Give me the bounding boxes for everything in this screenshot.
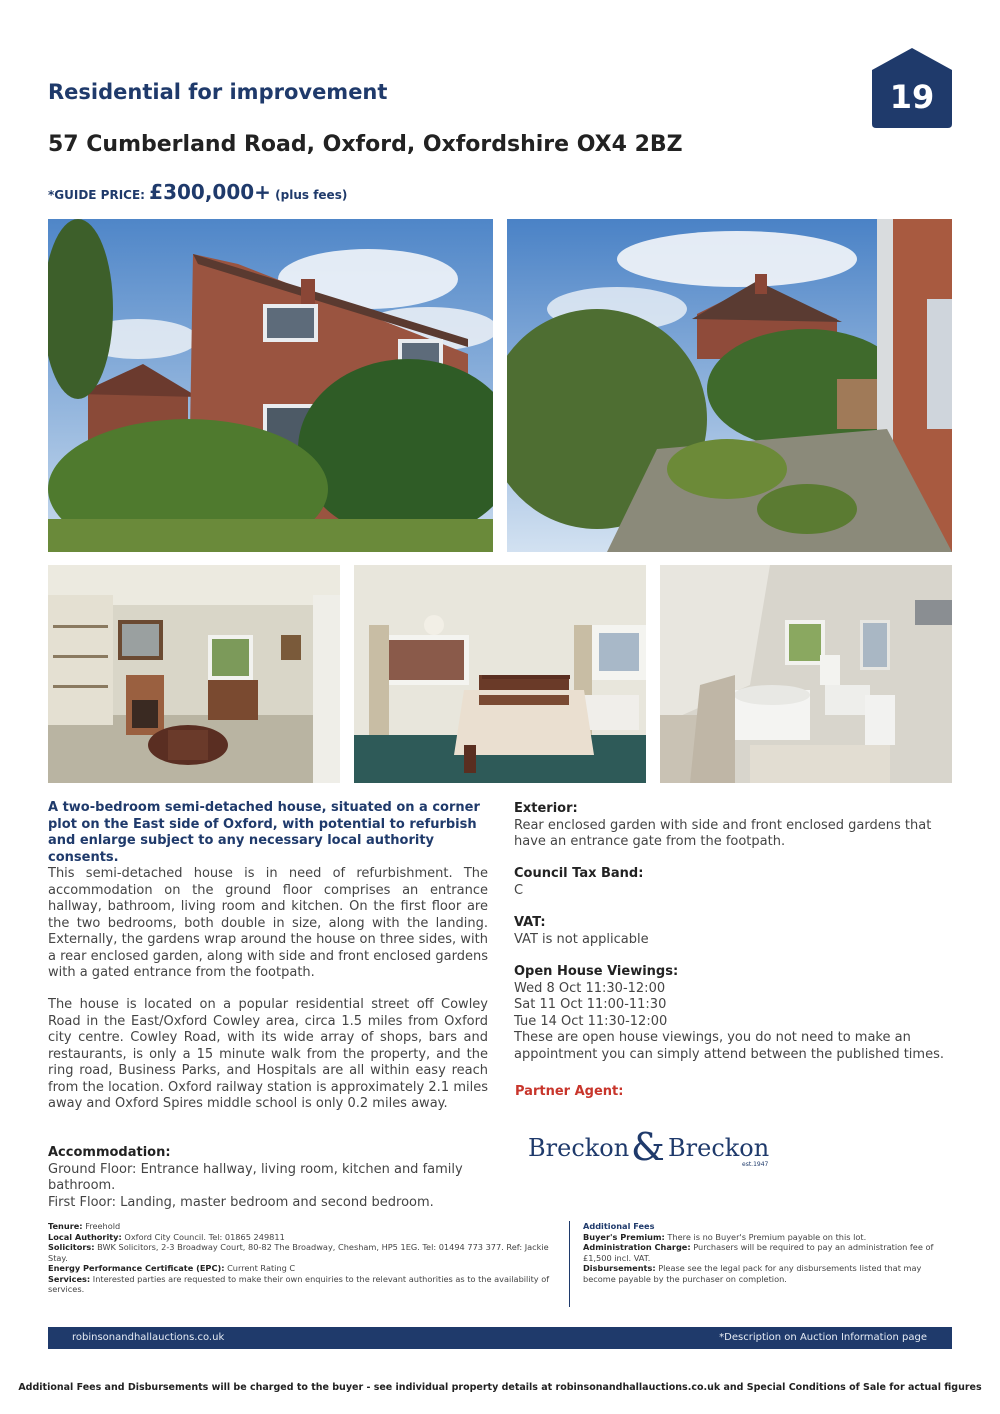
- additional-fees-title: Additional Fees: [583, 1221, 655, 1231]
- exterior-title: Exterior:: [514, 801, 578, 816]
- buyers-premium-line: Buyer's Premium: There is no Buyer's Premium payable on this lot.: [583, 1231, 867, 1242]
- accommodation-ground-floor: Ground Floor: Entrance hallway, living room, kitchen and family bathroom.: [48, 1161, 463, 1193]
- guide-price-label: *GUIDE PRICE:: [48, 188, 145, 202]
- council-tax-title: Council Tax Band:: [514, 866, 644, 881]
- exterior-text: Rear enclosed garden with side and front enclosed gardens that have an entrance gate from the footpath.: [514, 817, 932, 849]
- viewings-section: [514, 964, 954, 1063]
- photo-living-room: [48, 565, 340, 783]
- viewing-slot: Tue 14 Oct 11:30-12:00: [514, 1013, 668, 1029]
- partner-agent-title: Partner Agent:: [515, 1084, 624, 1099]
- exterior-section: [514, 801, 954, 851]
- photo-bedroom: [354, 565, 646, 783]
- accommodation-title: Accommodation:: [48, 1145, 171, 1160]
- lot-number-badge: [872, 48, 952, 128]
- guide-price: [48, 180, 347, 204]
- disbursements-line: Disbursements: Please see the legal pack for any disbursements listed that may become payable by the purchaser on completion.: [583, 1263, 922, 1284]
- vat-value: VAT is not applicable: [514, 931, 649, 947]
- svg-text:&: &: [631, 1127, 665, 1169]
- vat-title: VAT:: [514, 915, 546, 930]
- tenure-line: Tenure: Freehold: [48, 1221, 121, 1231]
- accommodation-first-floor: First Floor: Landing, master bedroom and second bedroom.: [48, 1194, 434, 1210]
- viewing-slot: Sat 11 Oct 11:00-11:30: [514, 997, 667, 1012]
- services-line: Services: Interested parties are requested to make their own enquiries to the relevant authorities as to the availability of services.: [48, 1273, 550, 1294]
- viewing-slot: Wed 8 Oct 11:30-12:00: [514, 980, 666, 996]
- intro-summary: A two-bedroom semi-detached house, situated on a corner plot on the East side of Oxford, with potential to refurbish and enlarge subject to any necessary local authority consents.: [48, 800, 480, 865]
- lot-number: 19: [889, 78, 935, 116]
- guide-price-suffix: (plus fees): [275, 188, 348, 202]
- footer-bar: [48, 1327, 952, 1349]
- property-address: 57 Cumberland Road, Oxford, Oxfordshire OX4 2BZ: [48, 132, 683, 157]
- column-divider: [569, 1221, 570, 1307]
- additional-fees: [583, 1221, 953, 1284]
- partner-agent-logo: [528, 1127, 778, 1169]
- viewings-note: These are open house viewings, you do not need to make an appointment you can simply attend between the published times.: [514, 1030, 944, 1062]
- photo-rear-garden: [507, 219, 952, 552]
- council-tax-section: [514, 866, 954, 899]
- footer-description-note: *Description on Auction Information page: [719, 1332, 927, 1343]
- svg-text:Breckon: Breckon: [528, 1134, 630, 1162]
- council-tax-value: C: [514, 882, 524, 898]
- footer-website-link[interactable]: robinsonandhallauctions.co.uk: [72, 1332, 225, 1343]
- solicitors-line: Solicitors: BWK Solicitors, 2-3 Broadway Court, 80-82 The Broadway, Chesham, HP5 1EG. Tel: 01494 773 377. Ref: Jackie Stay.: [48, 1242, 549, 1263]
- photo-bathroom: [660, 565, 952, 783]
- accommodation-section: [48, 1145, 488, 1211]
- legal-details: [48, 1221, 558, 1295]
- vat-section: [514, 915, 954, 948]
- svg-text:Breckon: Breckon: [668, 1134, 770, 1162]
- epc-line: Energy Performance Certificate (EPC): Current Rating C: [48, 1263, 296, 1273]
- description-paragraph-2: The house is located on a popular residential street off Cowley Road in the East/Oxford Cowley area, circa 1.5 miles from Oxford city centre. Cowley Road, with its wide array of shops, bars and restaurants, is only a 15 minute walk from the property, and the ring road, Business Parks, and Hospitals are all within easy reach from the location. Oxford railway station is approximately 2.1 miles away and Oxford Spires middle school is only 0.2 miles away.: [48, 997, 488, 1111]
- photo-house-exterior: [48, 219, 493, 552]
- admin-charge-line: Administration Charge: Purchasers will be required to pay an administration fee of £1,500 incl. VAT.: [583, 1242, 934, 1263]
- guide-price-value: £300,000+: [149, 180, 271, 204]
- bottom-disclaimer: Additional Fees and Disbursements will be charged to the buyer - see individual property details at robinsonandhallauctions.co.uk and Special Conditions of Sale for actual figures: [18, 1382, 982, 1393]
- svg-text:est.1947: est.1947: [742, 1161, 769, 1168]
- viewings-title: Open House Viewings:: [514, 964, 679, 979]
- local-authority-line: Local Authority: Oxford City Council. Tel: 01865 249811: [48, 1231, 285, 1242]
- description-paragraph-1: This semi-detached house is in need of refurbishment. The accommodation on the ground floor comprises an entrance hallway, bathroom, living room and kitchen. On the first floor are the two bedrooms, both double in size, along with the landing. Externally, the gardens wrap around the house on three sides, with a rear enclosed garden, along with side and front enclosed gardens with a gated entrance from the footpath.: [48, 866, 488, 980]
- property-category: Residential for improvement: [48, 80, 388, 104]
